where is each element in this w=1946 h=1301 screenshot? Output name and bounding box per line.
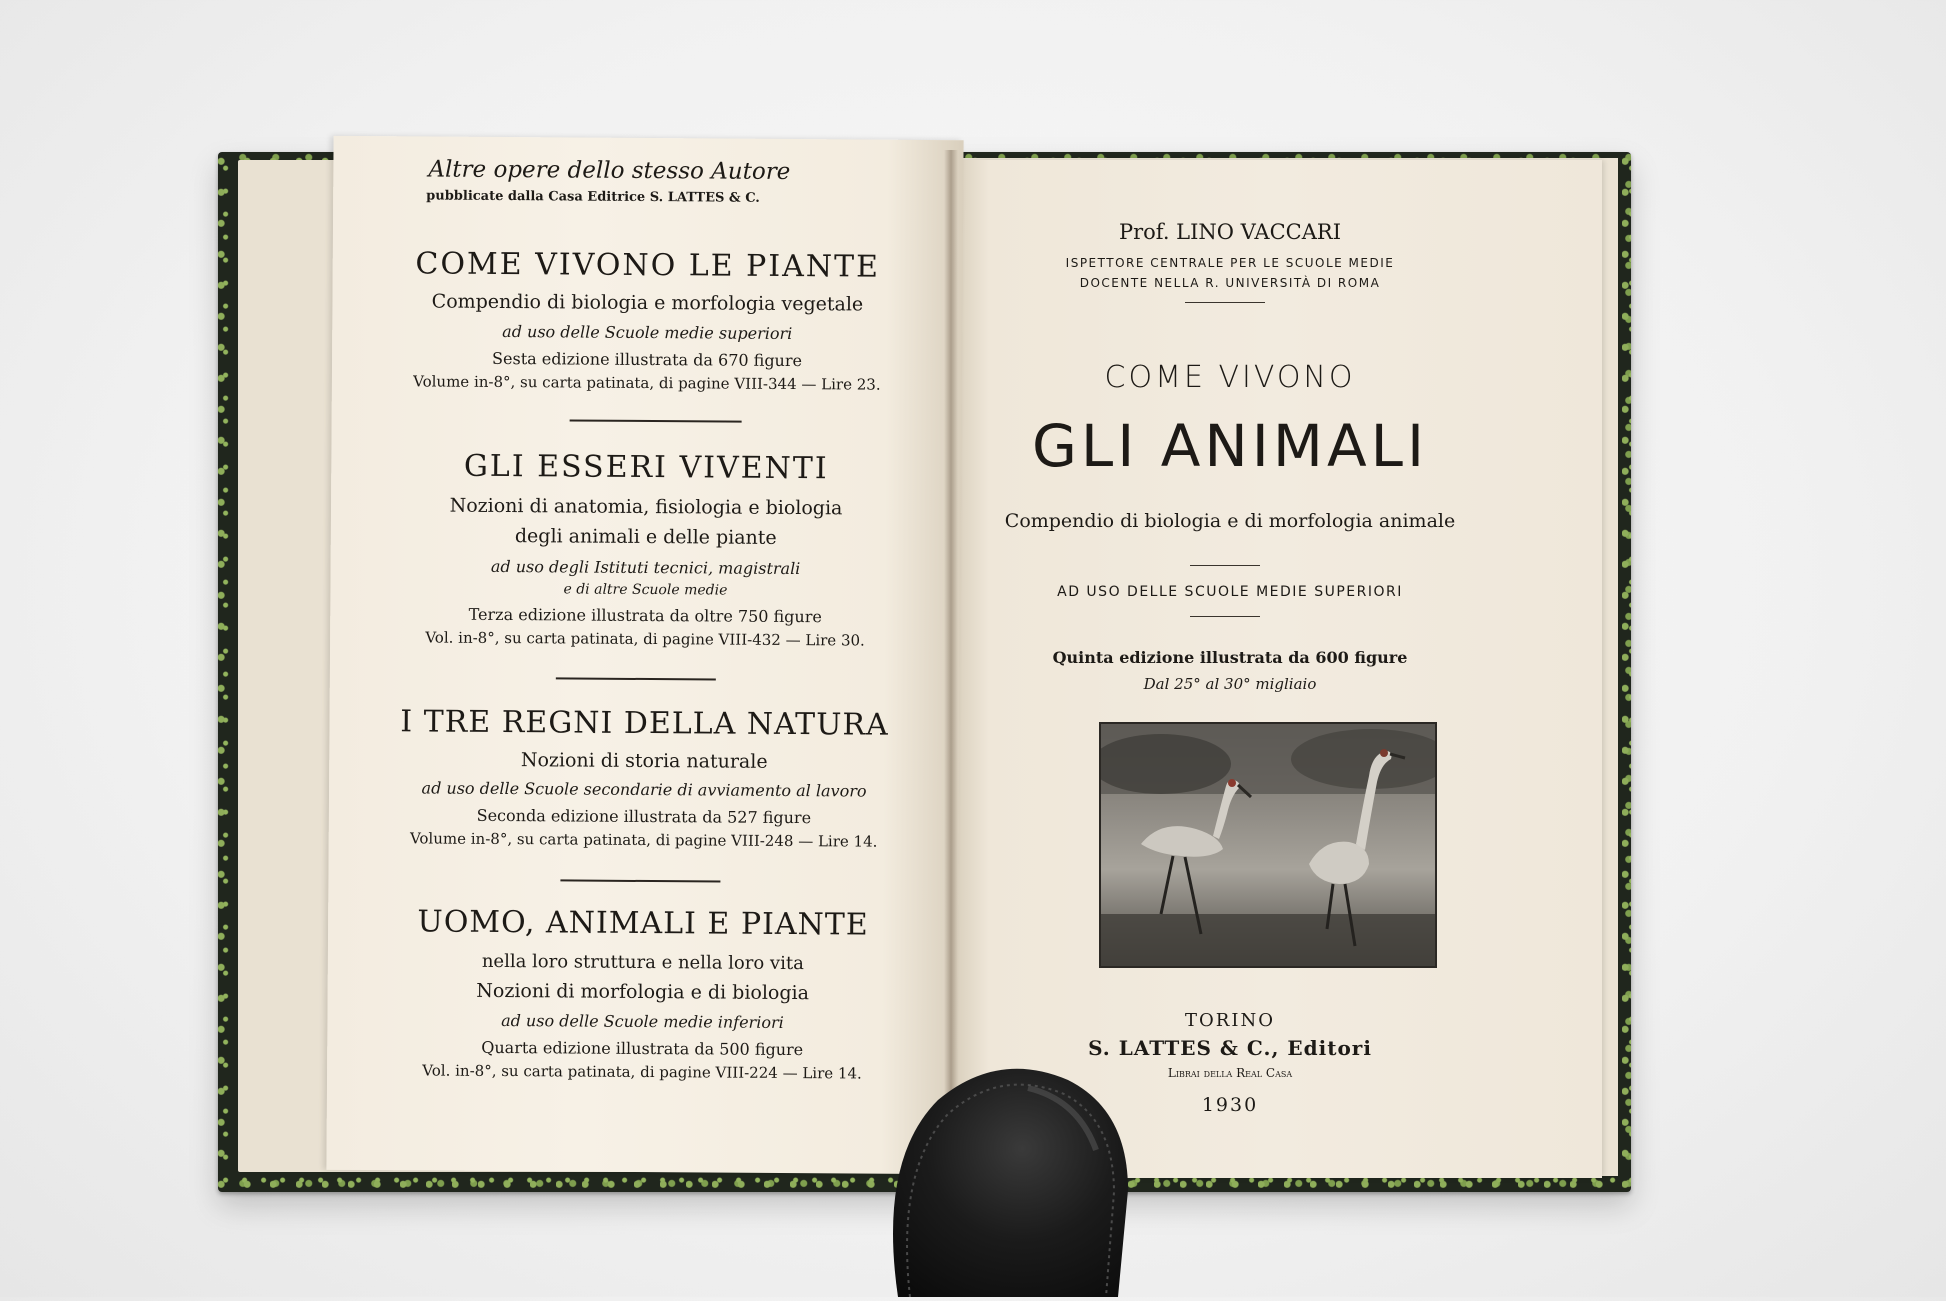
crane-illustration xyxy=(1099,722,1437,968)
paperweight-object xyxy=(878,1040,1138,1301)
publisher-name: S. LATTES & C., Editori xyxy=(1088,1036,1372,1060)
work-usage: ad uso delle Scuole medie inferiori xyxy=(501,1011,784,1032)
book-subtitle: Compendio di biologia e di morfologia animale xyxy=(1004,510,1456,532)
work-description: degli animali e delle piante xyxy=(514,525,777,549)
work-edition: Quarta edizione illustrata da 500 figure xyxy=(481,1037,804,1060)
publisher-note: Librai della Real Casa xyxy=(1167,1066,1293,1080)
work-description: Nozioni di anatomia, fisiologia e biologia xyxy=(449,494,843,520)
divider xyxy=(570,419,742,422)
divider xyxy=(1185,302,1265,303)
author-affiliation: DOCENTE NELLA R. UNIVERSITÀ DI ROMA xyxy=(1079,276,1381,290)
divider xyxy=(556,677,716,680)
publication-year: 1930 xyxy=(1201,1094,1259,1116)
work-usage: ad uso delle Scuole medie superiori xyxy=(502,321,793,344)
author-name: Prof. LINO VACCARI xyxy=(1118,220,1341,244)
work-edition: Sesta edizione illustrata da 670 figure xyxy=(492,348,803,371)
work-title: COME VIVONO LE PIANTE xyxy=(415,246,881,285)
book-title-small: COME VIVONO xyxy=(1104,360,1356,395)
work-usage: e di altre Scuole medie xyxy=(563,581,728,599)
publisher-city: TORINO xyxy=(1185,1010,1275,1031)
other-works-publisher: pubblicate dalla Casa Editrice S. LATTES & C. xyxy=(426,188,760,206)
work-title: GLI ESSERI VIVENTI xyxy=(463,448,829,487)
book-edition: Quinta edizione illustrata da 600 figure xyxy=(1052,648,1408,667)
work-volume: Volume in-8°, su carta patinata, di pagine VIII-344 — Lire 23. xyxy=(413,372,881,394)
other-works-heading: Altre opere dello stesso Autore xyxy=(428,156,791,186)
work-description: nella loro struttura e nella loro vita xyxy=(481,950,804,975)
work-description: Compendio di biologia e morfologia vegetale xyxy=(431,290,864,316)
work-title: I TRE REGNI DELLA NATURA xyxy=(400,704,889,743)
divider xyxy=(1190,616,1260,617)
work-description: Nozioni di morfologia e di biologia xyxy=(476,979,810,1005)
work-title: UOMO, ANIMALI E PIANTE xyxy=(417,904,869,943)
work-volume: Vol. in-8°, su carta patinata, di pagine VIII-432 — Lire 30. xyxy=(425,628,865,650)
left-page-content xyxy=(326,136,963,1174)
work-volume: Vol. in-8°, su carta patinata, di pagine VIII-224 — Lire 14. xyxy=(422,1061,862,1083)
author-position: ISPETTORE CENTRALE PER LE SCUOLE MEDIE xyxy=(1065,256,1395,270)
book-print-run: Dal 25° al 30° migliaio xyxy=(1143,675,1317,693)
divider xyxy=(560,879,720,882)
work-edition: Terza edizione illustrata da oltre 750 figure xyxy=(468,604,822,627)
work-usage: ad uso degli Istituti tecnici, magistrali xyxy=(490,556,801,579)
book-title-large: GLI ANIMALI xyxy=(1031,412,1429,480)
work-edition: Seconda edizione illustrata da 527 figure xyxy=(476,805,812,828)
book-usage: AD USO DELLE SCUOLE MEDIE SUPERIORI xyxy=(1057,584,1403,600)
work-volume: Volume in-8°, su carta patinata, di pagine VIII-248 — Lire 14. xyxy=(409,829,878,851)
right-page-content xyxy=(950,160,1602,1178)
work-usage: ad uso delle Scuole secondarie di avviamento al lavoro xyxy=(421,778,867,801)
work-description: Nozioni di storia naturale xyxy=(520,749,768,773)
divider xyxy=(1190,565,1260,566)
